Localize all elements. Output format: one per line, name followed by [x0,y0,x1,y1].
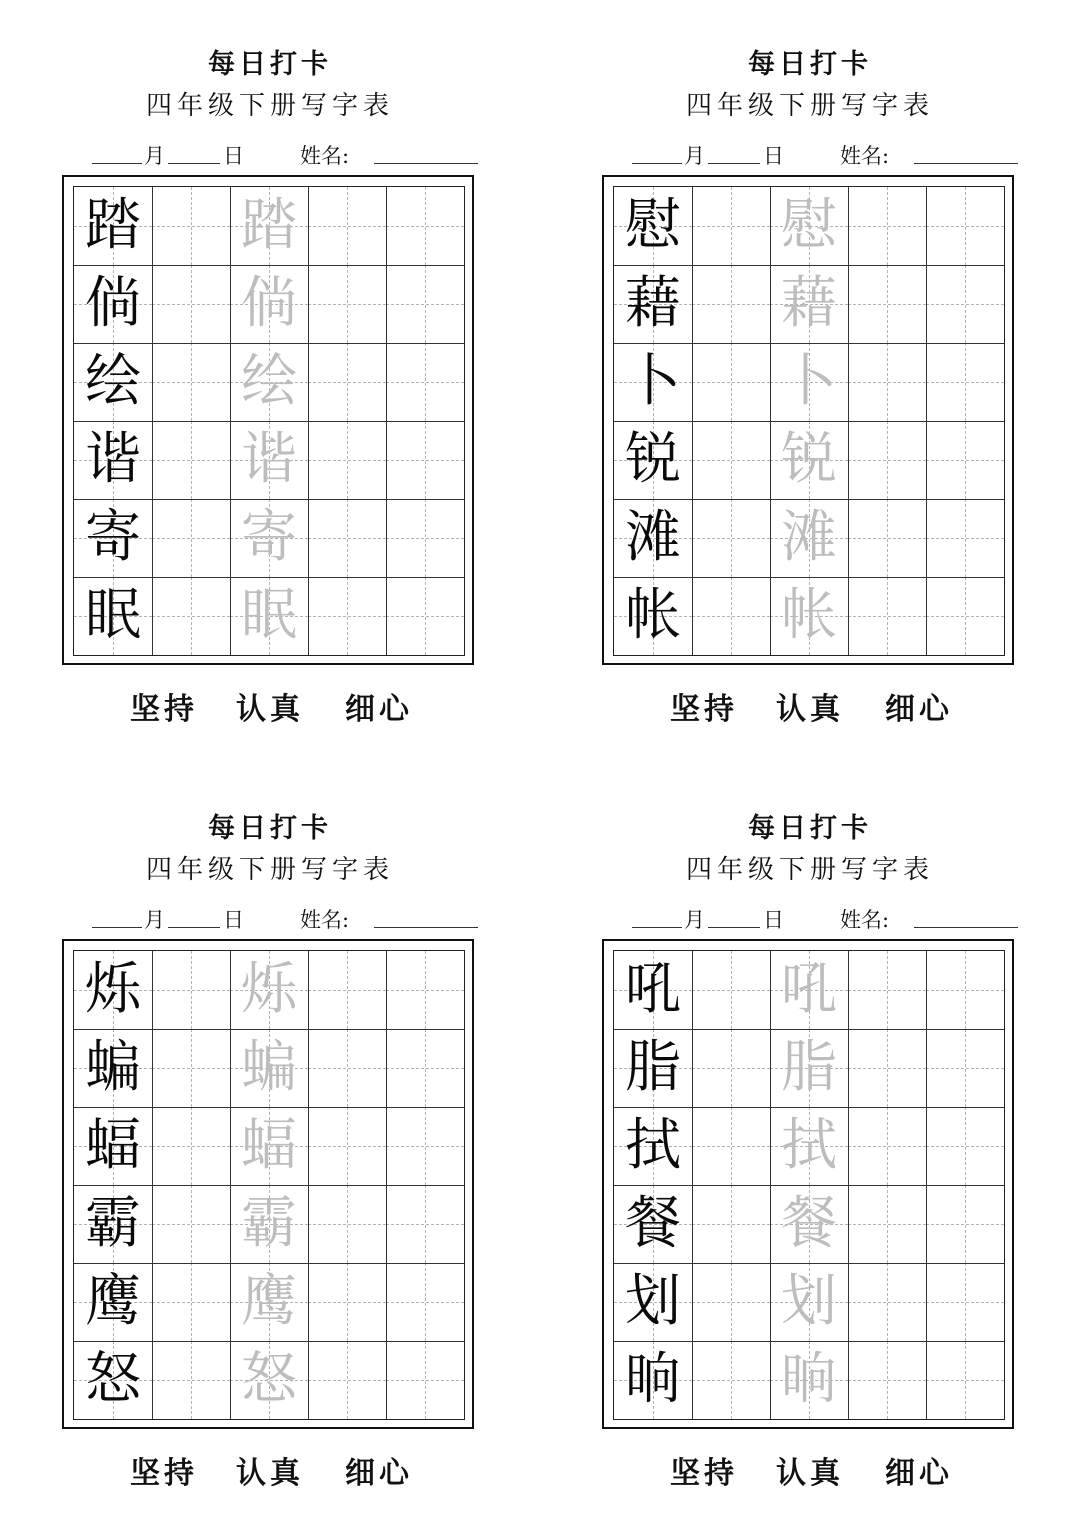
sheet-subtitle: 四年级下册写字表 [145,91,394,121]
month-label: 月 [684,144,705,168]
trace-character: 霸 [241,1191,297,1256]
grid-cell[interactable] [308,1341,386,1419]
practice-sheet [540,0,1080,764]
grid-cell[interactable] [926,1107,1004,1185]
day-label: 日 [763,908,784,932]
trace-character: 滩 [781,505,837,570]
grid-cell[interactable] [848,1107,926,1185]
writing-grid [73,186,465,656]
name-label: 姓名: [300,908,350,932]
grid-cell[interactable] [152,499,230,577]
grid-cell[interactable] [926,499,1004,577]
trace-character: 脂 [781,1035,837,1100]
model-character: 晌 [625,1347,681,1412]
grid-cell[interactable] [848,1341,926,1419]
grid-cell[interactable] [386,1029,464,1107]
grid-cell[interactable] [386,1263,464,1341]
grid-cell[interactable] [848,421,926,499]
grid-cell[interactable] [386,499,464,577]
name-blank[interactable] [914,163,1018,164]
grid-cell[interactable] [848,187,926,265]
motto-text: 认真 [776,692,844,727]
model-character: 锐 [625,427,681,492]
sheet-title: 每日打卡 [748,813,872,844]
model-character: 鹰 [85,1269,141,1334]
name-blank[interactable] [374,163,478,164]
trace-character: 卜 [781,349,837,414]
model-character: 卜 [625,349,681,414]
model-character: 怒 [85,1347,141,1412]
info-line [632,904,1032,930]
month-blank[interactable] [632,927,682,928]
grid-cell[interactable] [692,577,770,655]
month-blank[interactable] [92,163,142,164]
motto-text: 细心 [345,692,413,727]
name-blank[interactable] [374,927,478,928]
grid-cell[interactable] [308,265,386,343]
grid-cell[interactable] [692,499,770,577]
grid-cell[interactable] [926,265,1004,343]
day-blank[interactable] [708,163,760,164]
grid-cell[interactable] [152,187,230,265]
grid-cell[interactable] [692,421,770,499]
name-label: 姓名: [840,144,890,168]
grid-cell[interactable] [386,187,464,265]
motto-text: 细心 [345,1456,413,1491]
grid-cell[interactable] [308,1029,386,1107]
grid-cell[interactable] [692,1107,770,1185]
grid-cell[interactable] [926,951,1004,1029]
motto-text: 坚持 [670,1456,738,1491]
grid-cell[interactable] [386,265,464,343]
grid-cell[interactable] [386,343,464,421]
sheet-subtitle: 四年级下册写字表 [685,855,934,885]
grid-cell[interactable] [926,1029,1004,1107]
grid-cell[interactable] [926,343,1004,421]
model-character: 绘 [85,349,141,414]
model-character: 慰 [625,193,681,258]
grid-cell[interactable] [926,1341,1004,1419]
name-label: 姓名: [300,144,350,168]
model-character: 帐 [625,583,681,648]
grid-cell[interactable] [692,1341,770,1419]
trace-character: 晌 [781,1347,837,1412]
info-line [632,140,1032,166]
model-character: 吼 [625,957,681,1022]
grid-cell[interactable] [692,1263,770,1341]
grid-cell[interactable] [152,1029,230,1107]
trace-character: 鹰 [241,1269,297,1334]
grid-cell[interactable] [692,265,770,343]
day-label: 日 [223,908,244,932]
model-character: 倘 [85,271,141,336]
grid-cell[interactable] [152,421,230,499]
trace-character: 慰 [781,193,837,258]
model-character: 脂 [625,1035,681,1100]
grid-cell[interactable] [152,1341,230,1419]
model-character: 寄 [85,505,141,570]
trace-character: 藉 [781,271,837,336]
writing-grid [613,186,1005,656]
grid-cell[interactable] [152,1185,230,1263]
grid-cell[interactable] [386,577,464,655]
grid-cell[interactable] [692,1185,770,1263]
grid-cell[interactable] [152,951,230,1029]
grid-cell[interactable] [848,1185,926,1263]
grid-cell[interactable] [386,951,464,1029]
motto-text: 坚持 [670,692,738,727]
motto-text: 坚持 [130,692,198,727]
grid-cell[interactable] [308,577,386,655]
grid-cell[interactable] [848,499,926,577]
trace-character: 划 [781,1269,837,1334]
trace-character: 蝠 [241,1113,297,1178]
grid-cell[interactable] [152,577,230,655]
month-label: 月 [684,908,705,932]
practice-sheet [540,764,1080,1528]
model-character: 烁 [85,957,141,1022]
trace-character: 寄 [241,505,297,570]
grid-cell[interactable] [386,1341,464,1419]
motto-text: 坚持 [130,1456,198,1491]
grid-cell[interactable] [308,951,386,1029]
grid-cell[interactable] [848,577,926,655]
trace-character: 怒 [241,1347,297,1412]
model-character: 滩 [625,505,681,570]
grid-cell[interactable] [386,1107,464,1185]
grid-cell[interactable] [848,1263,926,1341]
grid-cell[interactable] [692,1029,770,1107]
model-character: 藉 [625,271,681,336]
grid-cell[interactable] [152,265,230,343]
grid-cell[interactable] [308,187,386,265]
motto-text: 细心 [885,1456,953,1491]
model-character: 眠 [85,583,141,648]
sheet-title: 每日打卡 [748,49,872,80]
grid-cell[interactable] [308,1185,386,1263]
grid-cell[interactable] [692,187,770,265]
month-label: 月 [144,908,165,932]
trace-character: 倘 [241,271,297,336]
trace-character: 烁 [241,957,297,1022]
month-label: 月 [144,144,165,168]
name-label: 姓名: [840,908,890,932]
trace-character: 眠 [241,583,297,648]
grid-cell[interactable] [848,265,926,343]
model-character: 划 [625,1269,681,1334]
trace-character: 蝙 [241,1035,297,1100]
day-blank[interactable] [708,927,760,928]
grid-cell[interactable] [848,1029,926,1107]
model-character: 蝠 [85,1113,141,1178]
writing-grid [613,950,1005,1420]
motto-text: 认真 [236,692,304,727]
grid-cell[interactable] [152,1263,230,1341]
grid-cell[interactable] [308,1107,386,1185]
day-label: 日 [223,144,244,168]
motto-text: 认真 [236,1456,304,1491]
grid-cell[interactable] [926,421,1004,499]
name-blank[interactable] [914,927,1018,928]
model-character: 谐 [85,427,141,492]
grid-cell[interactable] [386,421,464,499]
grid-cell[interactable] [848,343,926,421]
sheet-title: 每日打卡 [208,813,332,844]
grid-cell[interactable] [692,343,770,421]
trace-character: 踏 [241,193,297,258]
grid-cell[interactable] [386,1185,464,1263]
sheet-subtitle: 四年级下册写字表 [145,855,394,885]
sheet-subtitle: 四年级下册写字表 [685,91,934,121]
day-blank[interactable] [168,163,220,164]
model-character: 餐 [625,1191,681,1256]
grid-cell[interactable] [152,343,230,421]
day-label: 日 [763,144,784,168]
trace-character: 帐 [781,583,837,648]
writing-grid [73,950,465,1420]
trace-character: 绘 [241,349,297,414]
motto-text: 细心 [885,692,953,727]
model-character: 拭 [625,1113,681,1178]
info-line [92,904,492,930]
month-blank[interactable] [92,927,142,928]
practice-sheet [0,764,540,1528]
practice-sheet [0,0,540,764]
grid-cell[interactable] [926,1263,1004,1341]
trace-character: 锐 [781,427,837,492]
grid-cell[interactable] [692,951,770,1029]
grid-cell[interactable] [926,577,1004,655]
model-character: 霸 [85,1191,141,1256]
motto-text: 认真 [776,1456,844,1491]
grid-cell[interactable] [926,1185,1004,1263]
grid-cell[interactable] [926,187,1004,265]
grid-cell[interactable] [308,1263,386,1341]
grid-cell[interactable] [308,421,386,499]
grid-cell[interactable] [152,1107,230,1185]
grid-cell[interactable] [308,343,386,421]
month-blank[interactable] [632,163,682,164]
trace-character: 吼 [781,957,837,1022]
model-character: 蝙 [85,1035,141,1100]
info-line [92,140,492,166]
grid-cell[interactable] [308,499,386,577]
sheet-title: 每日打卡 [208,49,332,80]
trace-character: 餐 [781,1191,837,1256]
model-character: 踏 [85,193,141,258]
grid-cell[interactable] [848,951,926,1029]
trace-character: 拭 [781,1113,837,1178]
trace-character: 谐 [241,427,297,492]
day-blank[interactable] [168,927,220,928]
